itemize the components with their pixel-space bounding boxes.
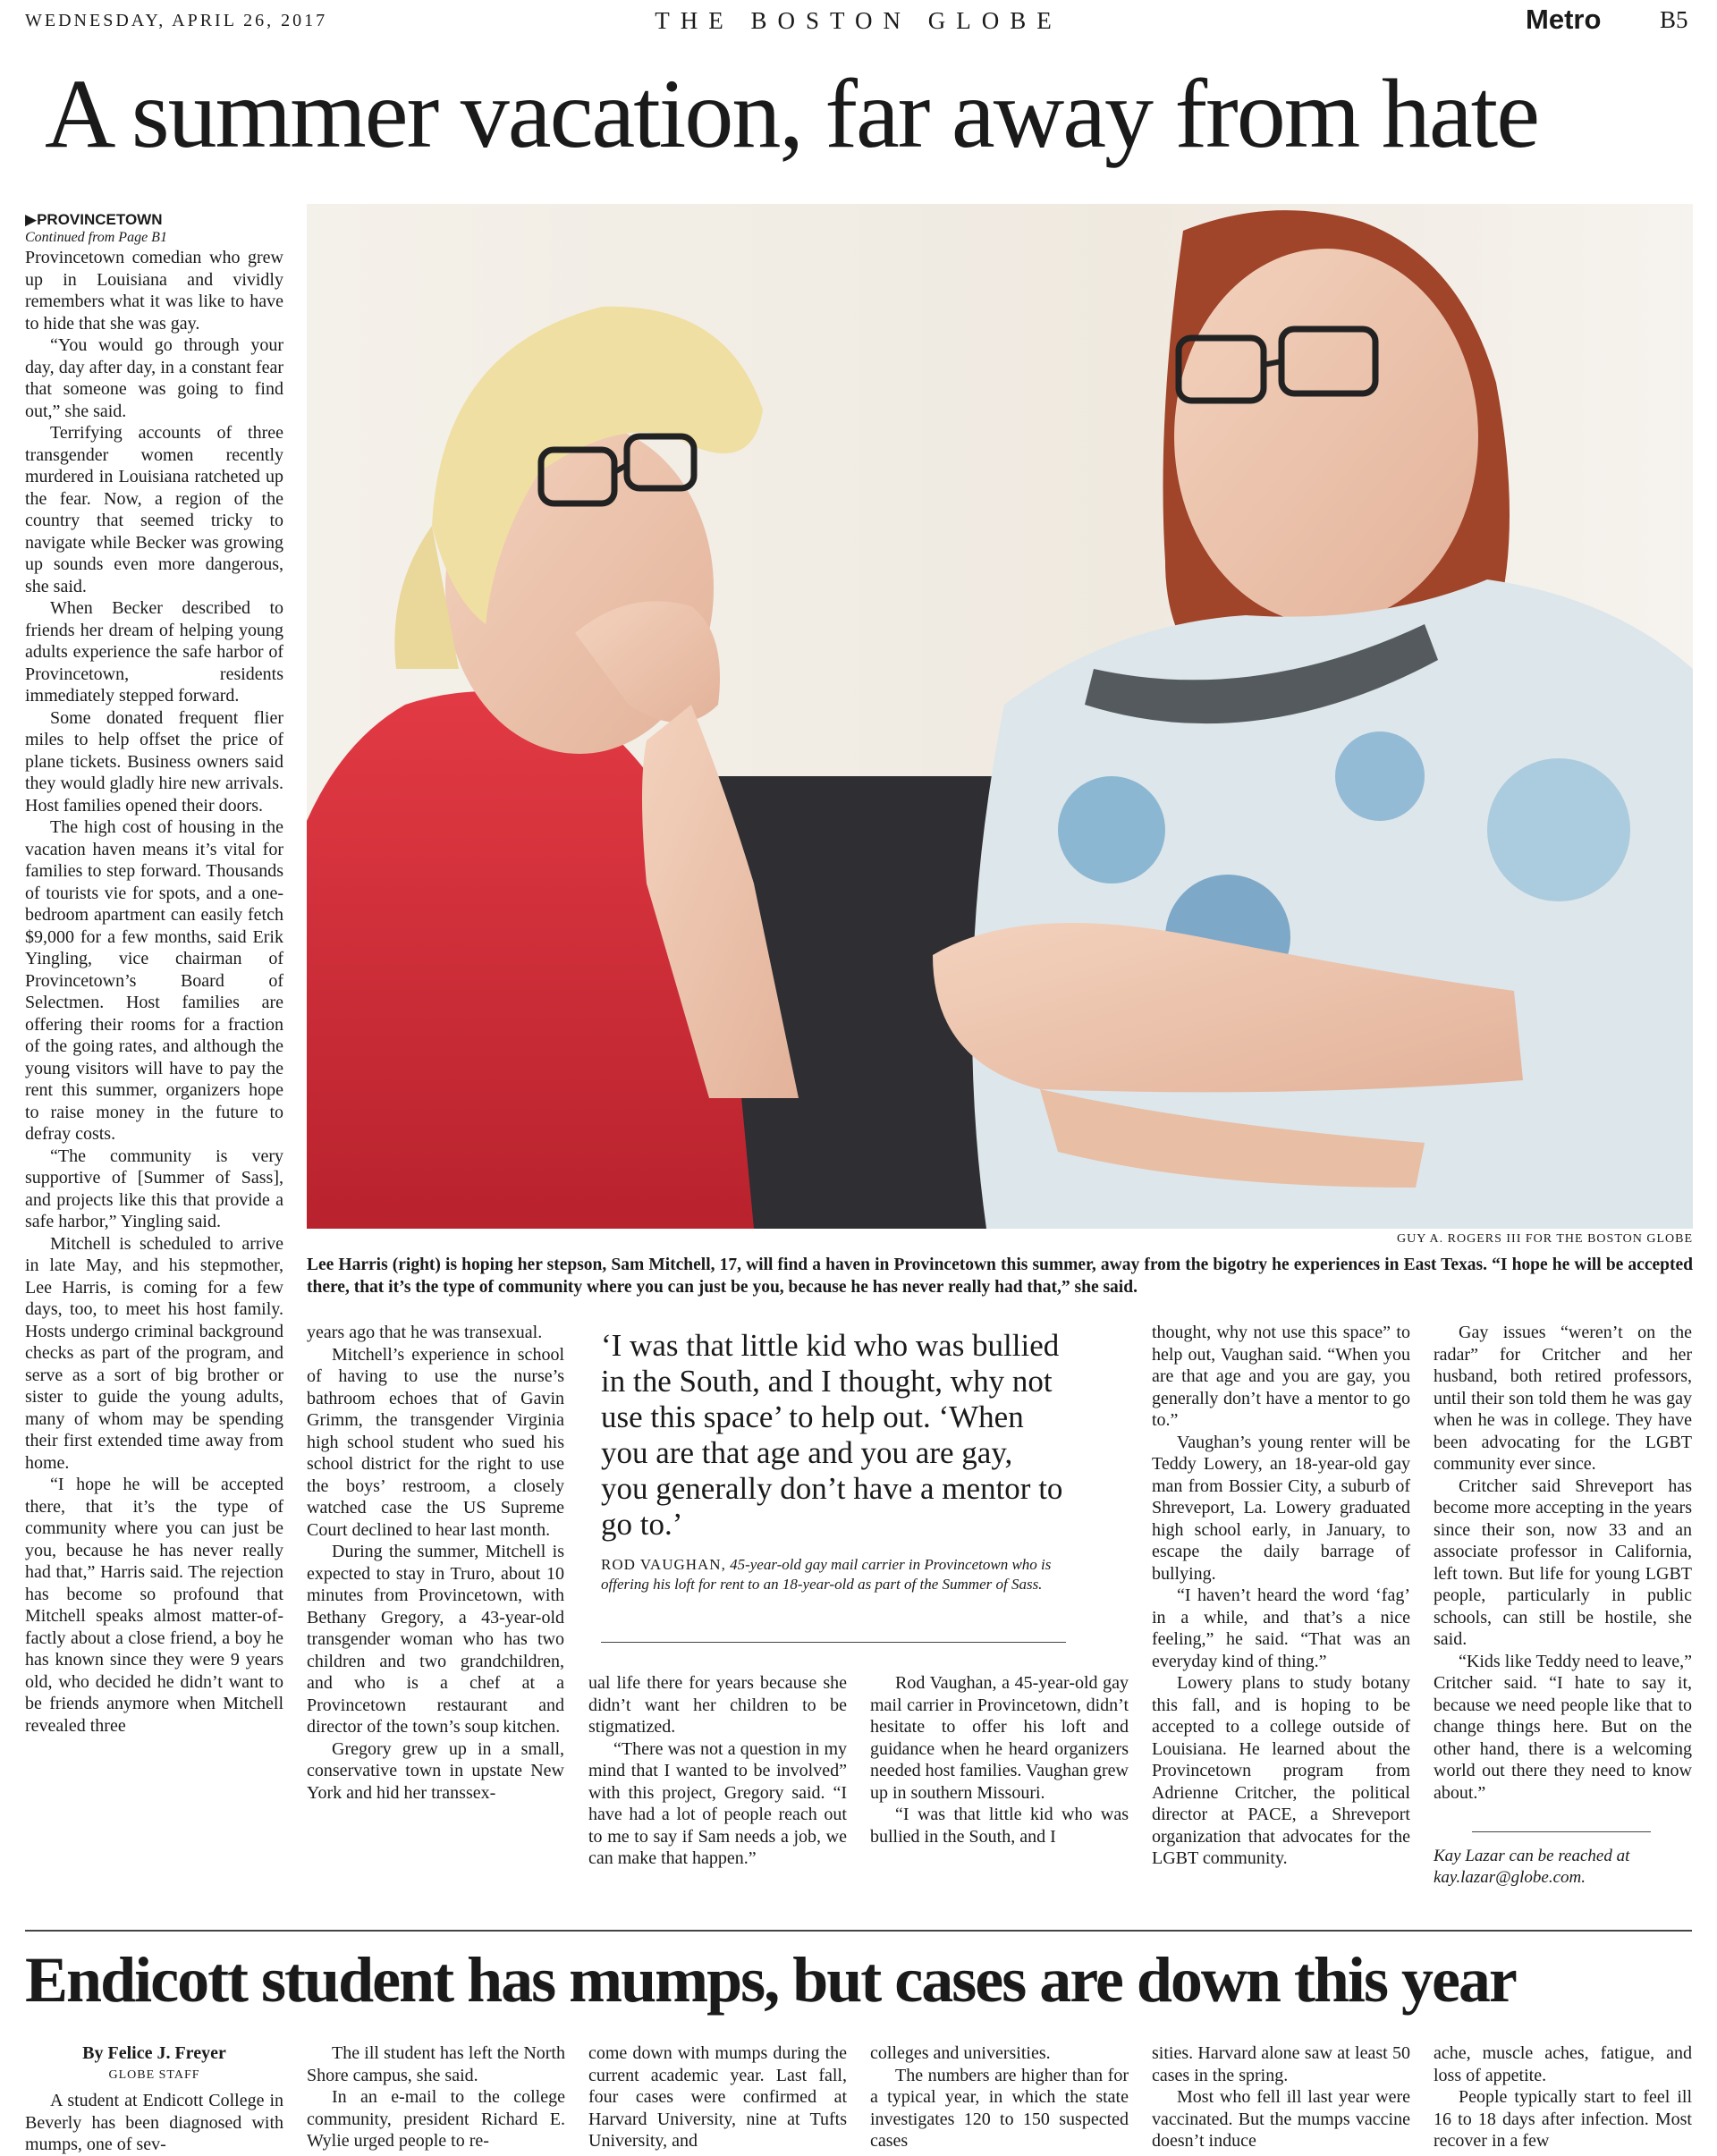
paragraph: “The community is very supportive of [Summer of Sass], and projects like this that provide a safe harbor,” Yingling said.	[25, 1146, 283, 1231]
paragraph: Lowery plans to study botany this fall, and is hoping to be accepted to a college outside of Louisiana. He learned about the Provincetown program from Adrienne Critcher, the political director at PACE, a Shreveport organization that advocates for the LGBT community.	[1152, 1673, 1410, 1868]
article-headline: A summer vacation, far away from hate	[45, 59, 1539, 168]
paragraph: thought, why not use this space” to help out, Vaughan said. “When you are that age and you are gay, you generally don’t have a mentor to go to.”	[1152, 1323, 1410, 1430]
article2-column-3	[588, 2042, 847, 2152]
paragraph: Mitchell is scheduled to arrive in late May, and his stepmother, Lee Harris, is coming for a few days, too, to meet his host family. Hosts undergo criminal background checks as part of the program, and serve as a sort of big brother or sister to guide the young adults, many of whom may be spending their first extended time away from home.	[25, 1233, 283, 1473]
article-column-5	[1152, 1322, 1410, 1870]
pull-quote-text: ‘I was that little kid who was bullied in the South, and I thought, why not use this space’ to help out. ‘When you are that age and you are gay, you generally don’t have a mentor to go to.’	[601, 1328, 1063, 1542]
paragraph: sities. Harvard alone saw at least 50 cases in the spring.	[1152, 2043, 1410, 2085]
article2-headline: Endicott student has mumps, but cases are down this year	[25, 1944, 1516, 2016]
photo-caption: Lee Harris (right) is hoping her stepson, Sam Mitchell, 17, will find a haven in Provincetown this summer, away from the bigotry he experiences in East Texas. “I hope he will be accepted there, that it’s the type of community where you can just be you, because he has never really had that,” she said.	[307, 1256, 1693, 1297]
paragraph: Some donated frequent flier miles to help offset the price of plane tickets. Business owners said they would gladly hire new arrivals. Host families opened their doors.	[25, 707, 283, 816]
article2-column-5	[1152, 2042, 1410, 2152]
article-column-2	[307, 1322, 564, 1804]
newspaper-name: THE BOSTON GLOBE	[655, 7, 1062, 34]
paragraph: “I was that little kid who was bullied in the South, and I	[870, 1805, 1129, 1847]
pull-quote-role: 45-year-old gay mail carrier in Provincetown who is offering his loft for rent to an 18-year-old as part of the Summer of Sass.	[601, 1556, 1052, 1593]
paragraph: “There was not a question in my mind that I wanted to be involved” with this project, Gregory said. “I have had a lot of people reach out to me to say if Sam needs a job, we can make that happen.”	[588, 1738, 847, 1868]
photo-credit: GUY A. ROGERS III FOR THE BOSTON GLOBE	[1397, 1232, 1693, 1246]
paragraph: The high cost of housing in the vacation haven means it’s vital for families to step forward. Thousands of tourists vie for spots, and a one-bedroom apartment can easily fetch $9,000 for a few months, said Erik Yingling, vice chairman of Provincetown’s Board of Selectmen. Host families are offering their rooms for a fraction of the going rates, and although the young visitors will have to pay the rent this summer, organizers hope to raise money in the future to defray costs.	[25, 817, 283, 1144]
paragraph: “You would go through your day, day after day, in a constant fear that someone was going to find out,” she said.	[25, 335, 283, 421]
byline-staff: GLOBE STAFF	[108, 2067, 200, 2082]
paragraph: “I hope he will be accepted there, that it’s the type of community where you can just be you, because he has never really had that,” Harris said. The rejection has become so profound that Mitchell speaks almost matter-of-factly about a close friend, a boy he has known since they were 9 years old, who decided he didn’t want to be friends anymore when Mitchell revealed three	[25, 1475, 283, 1736]
paragraph: Vaughan’s young renter will be Teddy Lowery, an 18-year-old gay man from Bossier City, a suburb of Shreveport, La. Lowery graduated high school early, in January, to escape the daily barrage of bullying.	[1152, 1432, 1410, 1584]
article-column-3	[588, 1672, 847, 1870]
article-photo	[307, 204, 1693, 1229]
author-signoff: Kay Lazar can be reached at kay.lazar@globe.com.	[1434, 1847, 1630, 1887]
article-column-4	[870, 1672, 1129, 1847]
paragraph: Gregory grew up in a small, conservative town in upstate New York and hid her transsex-	[307, 1738, 564, 1803]
paragraph: Rod Vaughan, a 45-year-old gay mail carrier in Provincetown, didn’t hesitate to offer his loft and guidance when he heard organizers needed host families. Vaughan grew up in southern Missouri.	[870, 1673, 1129, 1803]
article2-column-4	[870, 2042, 1129, 2152]
paragraph: ual life there for years because she didn’t want her children to be stigmatized.	[588, 1673, 847, 1737]
paragraph: Critcher said Shreveport has become more accepting in the years since their son, now 33 and an associate professor in California, left town. But life for young LGBT people, particularly in public schools, can still be hostile, she said.	[1434, 1475, 1692, 1649]
story-divider	[25, 1930, 1692, 1932]
article-column-1	[25, 211, 283, 1737]
continued-from: Continued from Page B1	[25, 230, 167, 245]
paragraph: colleges and universities.	[870, 2043, 1051, 2063]
paragraph: Provincetown comedian who grew up in Louisiana and vividly remembers what it was like to have to hide that she was gay.	[25, 248, 283, 334]
article-column-6	[1434, 1322, 1692, 1804]
byline: By Felice J. Freyer	[82, 2043, 226, 2063]
paragraph: A student at Endicott College in Beverly has been diagnosed with mumps, one of sev-	[25, 2091, 283, 2154]
paragraph: “Kids like Teddy need to leave,” Critcher said. “I hate to say it, because we need people like that to change things here. But on the other hand, there is a welcoming world out there they need to know about.”	[1434, 1651, 1692, 1803]
dateline: ▶PROVINCETOWN	[25, 211, 163, 228]
paragraph: years ago that he was transexual.	[307, 1323, 543, 1342]
issue-date: WEDNESDAY, APRIL 26, 2017	[25, 11, 328, 30]
page-number: B5	[1660, 6, 1688, 33]
section-name: Metro	[1526, 4, 1602, 35]
paragraph: ache, muscle aches, fatigue, and loss of appetite.	[1434, 2043, 1692, 2085]
paragraph: Gay issues “weren’t on the radar” for Critcher and her husband, both retired professors, until their son told them he was gay when he was in college. They have been advocating for the LGBT community ever since.	[1434, 1323, 1692, 1474]
pull-quote-attribution	[601, 1555, 1066, 1594]
paragraph: When Becker described to friends her dream of helping young adults experience the safe harbor of Provincetown, residents immediately stepped forward.	[25, 598, 283, 706]
paragraph: In an e-mail to the college community, president Richard E. Wylie urged people to re-	[307, 2087, 565, 2151]
pull-quote	[601, 1328, 1066, 1594]
paragraph: The ill student has left the North Shore campus, she said.	[307, 2043, 565, 2085]
paragraph: come down with mumps during the current academic year. Last fall, four cases were confirmed at Harvard University, nine at Tufts University, and	[588, 2043, 847, 2151]
paragraph: “I haven’t heard the word ‘fag’ in a while, and that’s a nice feeling,” he said. “That was an everyday kind of thing.”	[1152, 1585, 1410, 1671]
paragraph: People typically start to feel ill 16 to 18 days after infection. Most recover in a few	[1434, 2087, 1692, 2151]
signoff-rule	[1472, 1831, 1651, 1832]
paragraph: The numbers are higher than for a typical year, in which the state investigates 120 to 150 suspected cases	[870, 2065, 1129, 2151]
article2-column-1	[25, 2042, 283, 2156]
paragraph: Mitchell’s experience in school of having to use the nurse’s bathroom echoes that of Gavin Grimm, the transgender Virginia high school student who sued his school district for the right to use the boys’ restroom, a closely watched case the US Supreme Court declined to hear last month.	[307, 1344, 564, 1540]
article2-column-2	[307, 2042, 565, 2152]
pull-quote-name: ROD VAUGHAN,	[601, 1556, 726, 1573]
article2-column-6	[1434, 2042, 1692, 2152]
paragraph: Most who fell ill last year were vaccinated. But the mumps vaccine doesn’t induce	[1152, 2087, 1410, 2151]
pull-quote-rule	[601, 1642, 1066, 1643]
paragraph: During the summer, Mitchell is expected to stay in Truro, about 10 minutes from Provincetown, with Bethany Gregory, a 43-year-old transgender woman who has two children and two grandchildren, and who is a chef at a Provincetown restaurant and director of the town’s soup kitchen.	[307, 1542, 564, 1737]
paragraph: Terrifying accounts of three transgender women recently murdered in Louisiana ratcheted up the fear. Now, a region of the country that seemed tricky to navigate while Becker was growing up sounds even more dangerous, she said.	[25, 423, 283, 596]
